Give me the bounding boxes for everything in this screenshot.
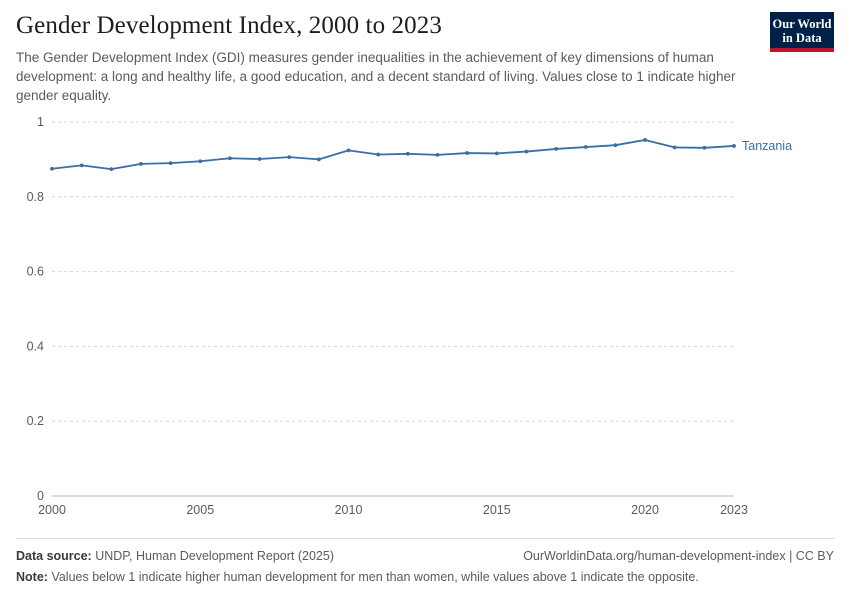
footer-source-row — [16, 547, 834, 565]
y-axis-tick-label: 1 — [37, 115, 44, 129]
note-label: Note: — [16, 570, 48, 584]
footer-note — [16, 568, 699, 586]
data-point[interactable] — [109, 167, 113, 171]
x-axis-tick-label: 2005 — [186, 503, 215, 517]
data-point[interactable] — [525, 150, 529, 154]
logo-line-2: in Data — [782, 31, 822, 45]
data-point[interactable] — [50, 167, 54, 171]
data-point[interactable] — [643, 138, 647, 142]
data-point[interactable] — [702, 146, 706, 150]
y-axis-tick-label: 0 — [37, 489, 44, 503]
logo-line-1: Our World — [772, 17, 832, 31]
data-point[interactable] — [673, 146, 677, 150]
data-point[interactable] — [406, 152, 410, 156]
data-point[interactable] — [80, 163, 84, 167]
footer-note-row — [16, 568, 834, 586]
page-title: Gender Development Index, 2000 to 2023 — [16, 12, 442, 39]
y-axis-tick-label: 0.8 — [26, 189, 44, 204]
series-label-tanzania[interactable]: Tanzania — [742, 138, 793, 153]
data-point[interactable] — [436, 153, 440, 157]
data-point[interactable] — [347, 149, 351, 153]
x-axis-tick-label: 2000 — [38, 503, 66, 517]
chart-subtitle: The Gender Development Index (GDI) measures gender inequalities in the achievement of key dimensions of human development: a long and healthy life, a good education, and a decent standard of living. Values close to 1 indicate higher gender equality. — [16, 50, 736, 103]
data-point[interactable] — [258, 157, 262, 161]
data-source-label: Data source: — [16, 549, 92, 563]
x-axis-tick-label: 2010 — [334, 503, 363, 517]
data-point[interactable] — [495, 152, 499, 156]
y-axis-tick-label: 0.6 — [26, 264, 44, 279]
data-source-text: UNDP, Human Development Report (2025) — [95, 549, 334, 563]
y-axis-tick-label: 0.2 — [26, 414, 44, 429]
data-point[interactable] — [287, 155, 291, 159]
data-point[interactable] — [317, 158, 321, 162]
our-world-in-data-logo[interactable] — [770, 12, 834, 52]
chart-header — [16, 12, 756, 105]
data-point[interactable] — [613, 143, 617, 147]
series-line-tanzania[interactable] — [52, 140, 734, 169]
data-point[interactable] — [169, 161, 173, 165]
note-text: Values below 1 indicate higher human development for men than women, while values above 1 indicate the opposite. — [51, 570, 699, 584]
data-point[interactable] — [465, 151, 469, 155]
x-axis-tick-label: 2015 — [482, 503, 511, 517]
data-point[interactable] — [554, 147, 558, 151]
data-point[interactable] — [198, 159, 202, 163]
chart-plot-area — [16, 112, 834, 532]
chart-footer — [16, 538, 834, 586]
data-point[interactable] — [139, 162, 143, 166]
data-point[interactable] — [376, 153, 380, 157]
x-axis-tick-label: 2020 — [631, 503, 659, 517]
data-source — [16, 547, 334, 565]
data-point[interactable] — [732, 144, 736, 148]
data-point[interactable] — [228, 156, 232, 160]
y-axis-tick-label: 0.4 — [26, 339, 44, 354]
data-point[interactable] — [584, 145, 588, 149]
footer-url[interactable]: OurWorldinData.org/human-development-index | CC BY — [523, 549, 834, 563]
x-axis-tick-label: 2023 — [720, 503, 748, 517]
line-chart-svg — [16, 112, 834, 532]
